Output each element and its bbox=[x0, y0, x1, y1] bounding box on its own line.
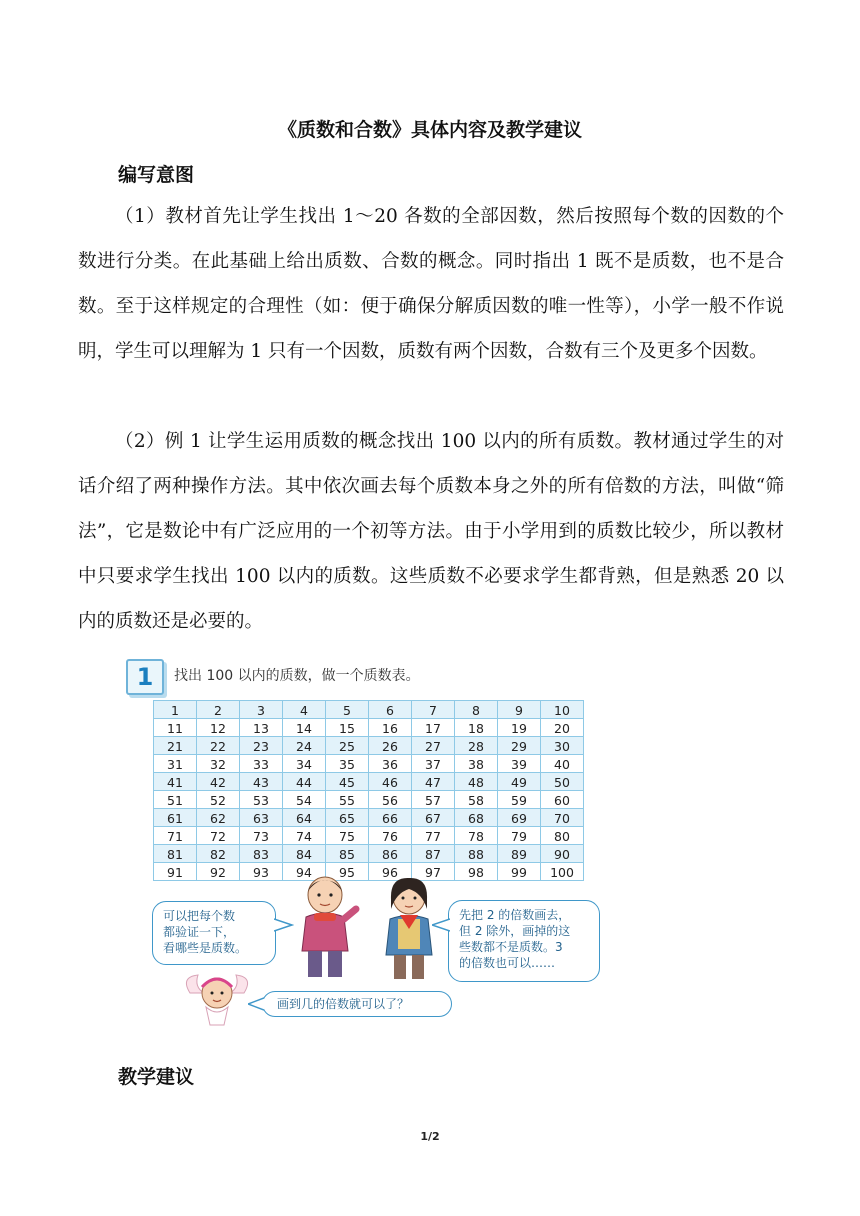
grid-cell: 31 bbox=[154, 755, 197, 773]
grid-cell: 27 bbox=[412, 737, 455, 755]
bubble-line: 可以把每个数 bbox=[163, 909, 236, 923]
grid-cell: 5 bbox=[326, 701, 369, 719]
grid-cell: 23 bbox=[240, 737, 283, 755]
grid-cell: 72 bbox=[197, 827, 240, 845]
grid-cell: 43 bbox=[240, 773, 283, 791]
grid-cell: 13 bbox=[240, 719, 283, 737]
grid-cell: 62 bbox=[197, 809, 240, 827]
grid-cell: 29 bbox=[498, 737, 541, 755]
grid-cell: 59 bbox=[498, 791, 541, 809]
boy-illustration-icon bbox=[288, 873, 362, 983]
grid-cell: 69 bbox=[498, 809, 541, 827]
grid-cell: 57 bbox=[412, 791, 455, 809]
grid-cell: 86 bbox=[369, 845, 412, 863]
grid-row bbox=[154, 719, 584, 737]
grid-cell: 73 bbox=[240, 827, 283, 845]
bubble-line: 些数都不是质数。3 bbox=[459, 940, 563, 954]
grid-cell: 80 bbox=[541, 827, 584, 845]
grid-cell: 6 bbox=[369, 701, 412, 719]
grid-cell: 26 bbox=[369, 737, 412, 755]
grid-row bbox=[154, 791, 584, 809]
grid-cell: 58 bbox=[455, 791, 498, 809]
grid-row bbox=[154, 809, 584, 827]
speech-bubble-mascot: 画到几的倍数就可以了？ bbox=[262, 991, 452, 1017]
grid-cell: 17 bbox=[412, 719, 455, 737]
grid-cell: 22 bbox=[197, 737, 240, 755]
grid-cell: 68 bbox=[455, 809, 498, 827]
grid-cell: 28 bbox=[455, 737, 498, 755]
grid-cell: 25 bbox=[326, 737, 369, 755]
grid-cell: 48 bbox=[455, 773, 498, 791]
grid-cell: 49 bbox=[498, 773, 541, 791]
grid-cell: 74 bbox=[283, 827, 326, 845]
grid-cell: 46 bbox=[369, 773, 412, 791]
example-number-badge: 1 bbox=[126, 659, 164, 695]
grid-cell: 60 bbox=[541, 791, 584, 809]
grid-cell: 94 bbox=[283, 863, 326, 881]
grid-cell: 70 bbox=[541, 809, 584, 827]
grid-row bbox=[154, 863, 584, 881]
grid-cell: 97 bbox=[412, 863, 455, 881]
grid-cell: 9 bbox=[498, 701, 541, 719]
grid-cell: 96 bbox=[369, 863, 412, 881]
grid-cell: 7 bbox=[412, 701, 455, 719]
grid-cell: 21 bbox=[154, 737, 197, 755]
grid-cell: 47 bbox=[412, 773, 455, 791]
grid-cell: 99 bbox=[498, 863, 541, 881]
example-prompt: 找出 100 以内的质数，做一个质数表。 bbox=[174, 668, 420, 684]
grid-cell: 61 bbox=[154, 809, 197, 827]
grid-cell: 79 bbox=[498, 827, 541, 845]
bubble-tail-icon bbox=[432, 917, 450, 933]
bubble-line: 都验证一下， bbox=[163, 925, 236, 939]
grid-cell: 52 bbox=[197, 791, 240, 809]
bubble-line: 的倍数也可以…… bbox=[459, 956, 556, 970]
bubble-line: 看哪些是质数。 bbox=[163, 941, 248, 955]
grid-cell: 34 bbox=[283, 755, 326, 773]
grid-cell: 15 bbox=[326, 719, 369, 737]
section-heading-writing-intent: 编写意图 bbox=[118, 164, 195, 186]
grid-cell: 71 bbox=[154, 827, 197, 845]
grid-row bbox=[154, 701, 584, 719]
grid-cell: 18 bbox=[455, 719, 498, 737]
grid-cell: 81 bbox=[154, 845, 197, 863]
grid-cell: 85 bbox=[326, 845, 369, 863]
grid-cell: 36 bbox=[369, 755, 412, 773]
bubble-line: 先把 2 的倍数画去， bbox=[459, 908, 571, 922]
grid-cell: 75 bbox=[326, 827, 369, 845]
grid-cell: 19 bbox=[498, 719, 541, 737]
grid-cell: 54 bbox=[283, 791, 326, 809]
grid-row bbox=[154, 773, 584, 791]
grid-cell: 35 bbox=[326, 755, 369, 773]
speech-bubble-girl bbox=[448, 900, 600, 982]
grid-cell: 56 bbox=[369, 791, 412, 809]
grid-cell: 76 bbox=[369, 827, 412, 845]
grid-cell: 8 bbox=[455, 701, 498, 719]
grid-cell: 67 bbox=[412, 809, 455, 827]
grid-cell: 88 bbox=[455, 845, 498, 863]
grid-cell: 95 bbox=[326, 863, 369, 881]
paragraph-2: （2）例 1 让学生运用质数的概念找出 100 以内的所有质数。教材通过学生的对话介绍了两种操作方法。其中依次画去每个质数本身之外的所有倍数的方法，叫做“筛法”，它是数论中有广泛应用的一个初等方法。由于小学用到的质数比较少，所以教材中只要求学生找出 100 以内的质数。这些质数不必要求学生都背熟，但是熟悉 20 以内的质数还是必要的。 bbox=[78, 431, 784, 632]
grid-cell: 84 bbox=[283, 845, 326, 863]
grid-cell: 89 bbox=[498, 845, 541, 863]
grid-cell: 44 bbox=[283, 773, 326, 791]
grid-cell: 2 bbox=[197, 701, 240, 719]
grid-cell: 83 bbox=[240, 845, 283, 863]
grid-cell: 41 bbox=[154, 773, 197, 791]
grid-row bbox=[154, 845, 584, 863]
grid-cell: 78 bbox=[455, 827, 498, 845]
grid-row bbox=[154, 827, 584, 845]
grid-cell: 12 bbox=[197, 719, 240, 737]
hundred-number-grid bbox=[153, 700, 584, 881]
bubble-line: 但 2 除外，画掉的这 bbox=[459, 924, 571, 938]
grid-cell: 33 bbox=[240, 755, 283, 773]
grid-cell: 82 bbox=[197, 845, 240, 863]
grid-cell: 51 bbox=[154, 791, 197, 809]
document-title: 《质数和合数》具体内容及教学建议 bbox=[277, 119, 582, 141]
grid-cell: 10 bbox=[541, 701, 584, 719]
grid-cell: 42 bbox=[197, 773, 240, 791]
grid-cell: 14 bbox=[283, 719, 326, 737]
grid-cell: 32 bbox=[197, 755, 240, 773]
grid-cell: 40 bbox=[541, 755, 584, 773]
grid-row bbox=[154, 737, 584, 755]
grid-cell: 39 bbox=[498, 755, 541, 773]
grid-cell: 1 bbox=[154, 701, 197, 719]
grid-cell: 20 bbox=[541, 719, 584, 737]
grid-cell: 16 bbox=[369, 719, 412, 737]
grid-cell: 24 bbox=[283, 737, 326, 755]
grid-cell: 38 bbox=[455, 755, 498, 773]
grid-cell: 65 bbox=[326, 809, 369, 827]
grid-cell: 50 bbox=[541, 773, 584, 791]
grid-cell: 66 bbox=[369, 809, 412, 827]
grid-cell: 37 bbox=[412, 755, 455, 773]
grid-cell: 63 bbox=[240, 809, 283, 827]
grid-cell: 30 bbox=[541, 737, 584, 755]
grid-cell: 45 bbox=[326, 773, 369, 791]
grid-cell: 91 bbox=[154, 863, 197, 881]
page-number: 1/2 bbox=[420, 1130, 440, 1143]
paragraph-1: （1）教材首先让学生找出 1～20 各数的全部因数，然后按照每个数的因数的个数进行分类。在此基础上给出质数、合数的概念。同时指出 1 既不是质数，也不是合数。至于这样规定的合理性（如：便于确保分解质因数的唯一性等），小学一般不作说明，学生可以理解为 1 只有一个因数，质数有两个因数，合数有三个及更多个因数。 bbox=[78, 206, 784, 362]
angel-mascot-icon bbox=[180, 969, 254, 1029]
grid-cell: 87 bbox=[412, 845, 455, 863]
grid-cell: 90 bbox=[541, 845, 584, 863]
textbook-example-figure bbox=[120, 655, 610, 1035]
grid-cell: 55 bbox=[326, 791, 369, 809]
grid-row bbox=[154, 755, 584, 773]
grid-cell: 64 bbox=[283, 809, 326, 827]
grid-cell: 98 bbox=[455, 863, 498, 881]
grid-cell: 11 bbox=[154, 719, 197, 737]
grid-cell: 4 bbox=[283, 701, 326, 719]
speech-bubble-boy bbox=[152, 901, 276, 965]
grid-cell: 77 bbox=[412, 827, 455, 845]
grid-cell: 3 bbox=[240, 701, 283, 719]
bubble-tail-icon bbox=[274, 917, 294, 933]
grid-cell: 93 bbox=[240, 863, 283, 881]
grid-cell: 53 bbox=[240, 791, 283, 809]
grid-cell: 92 bbox=[197, 863, 240, 881]
section-heading-teaching-suggestions: 教学建议 bbox=[118, 1066, 195, 1088]
grid-cell: 100 bbox=[541, 863, 584, 881]
bubble-tail-icon bbox=[248, 997, 264, 1011]
